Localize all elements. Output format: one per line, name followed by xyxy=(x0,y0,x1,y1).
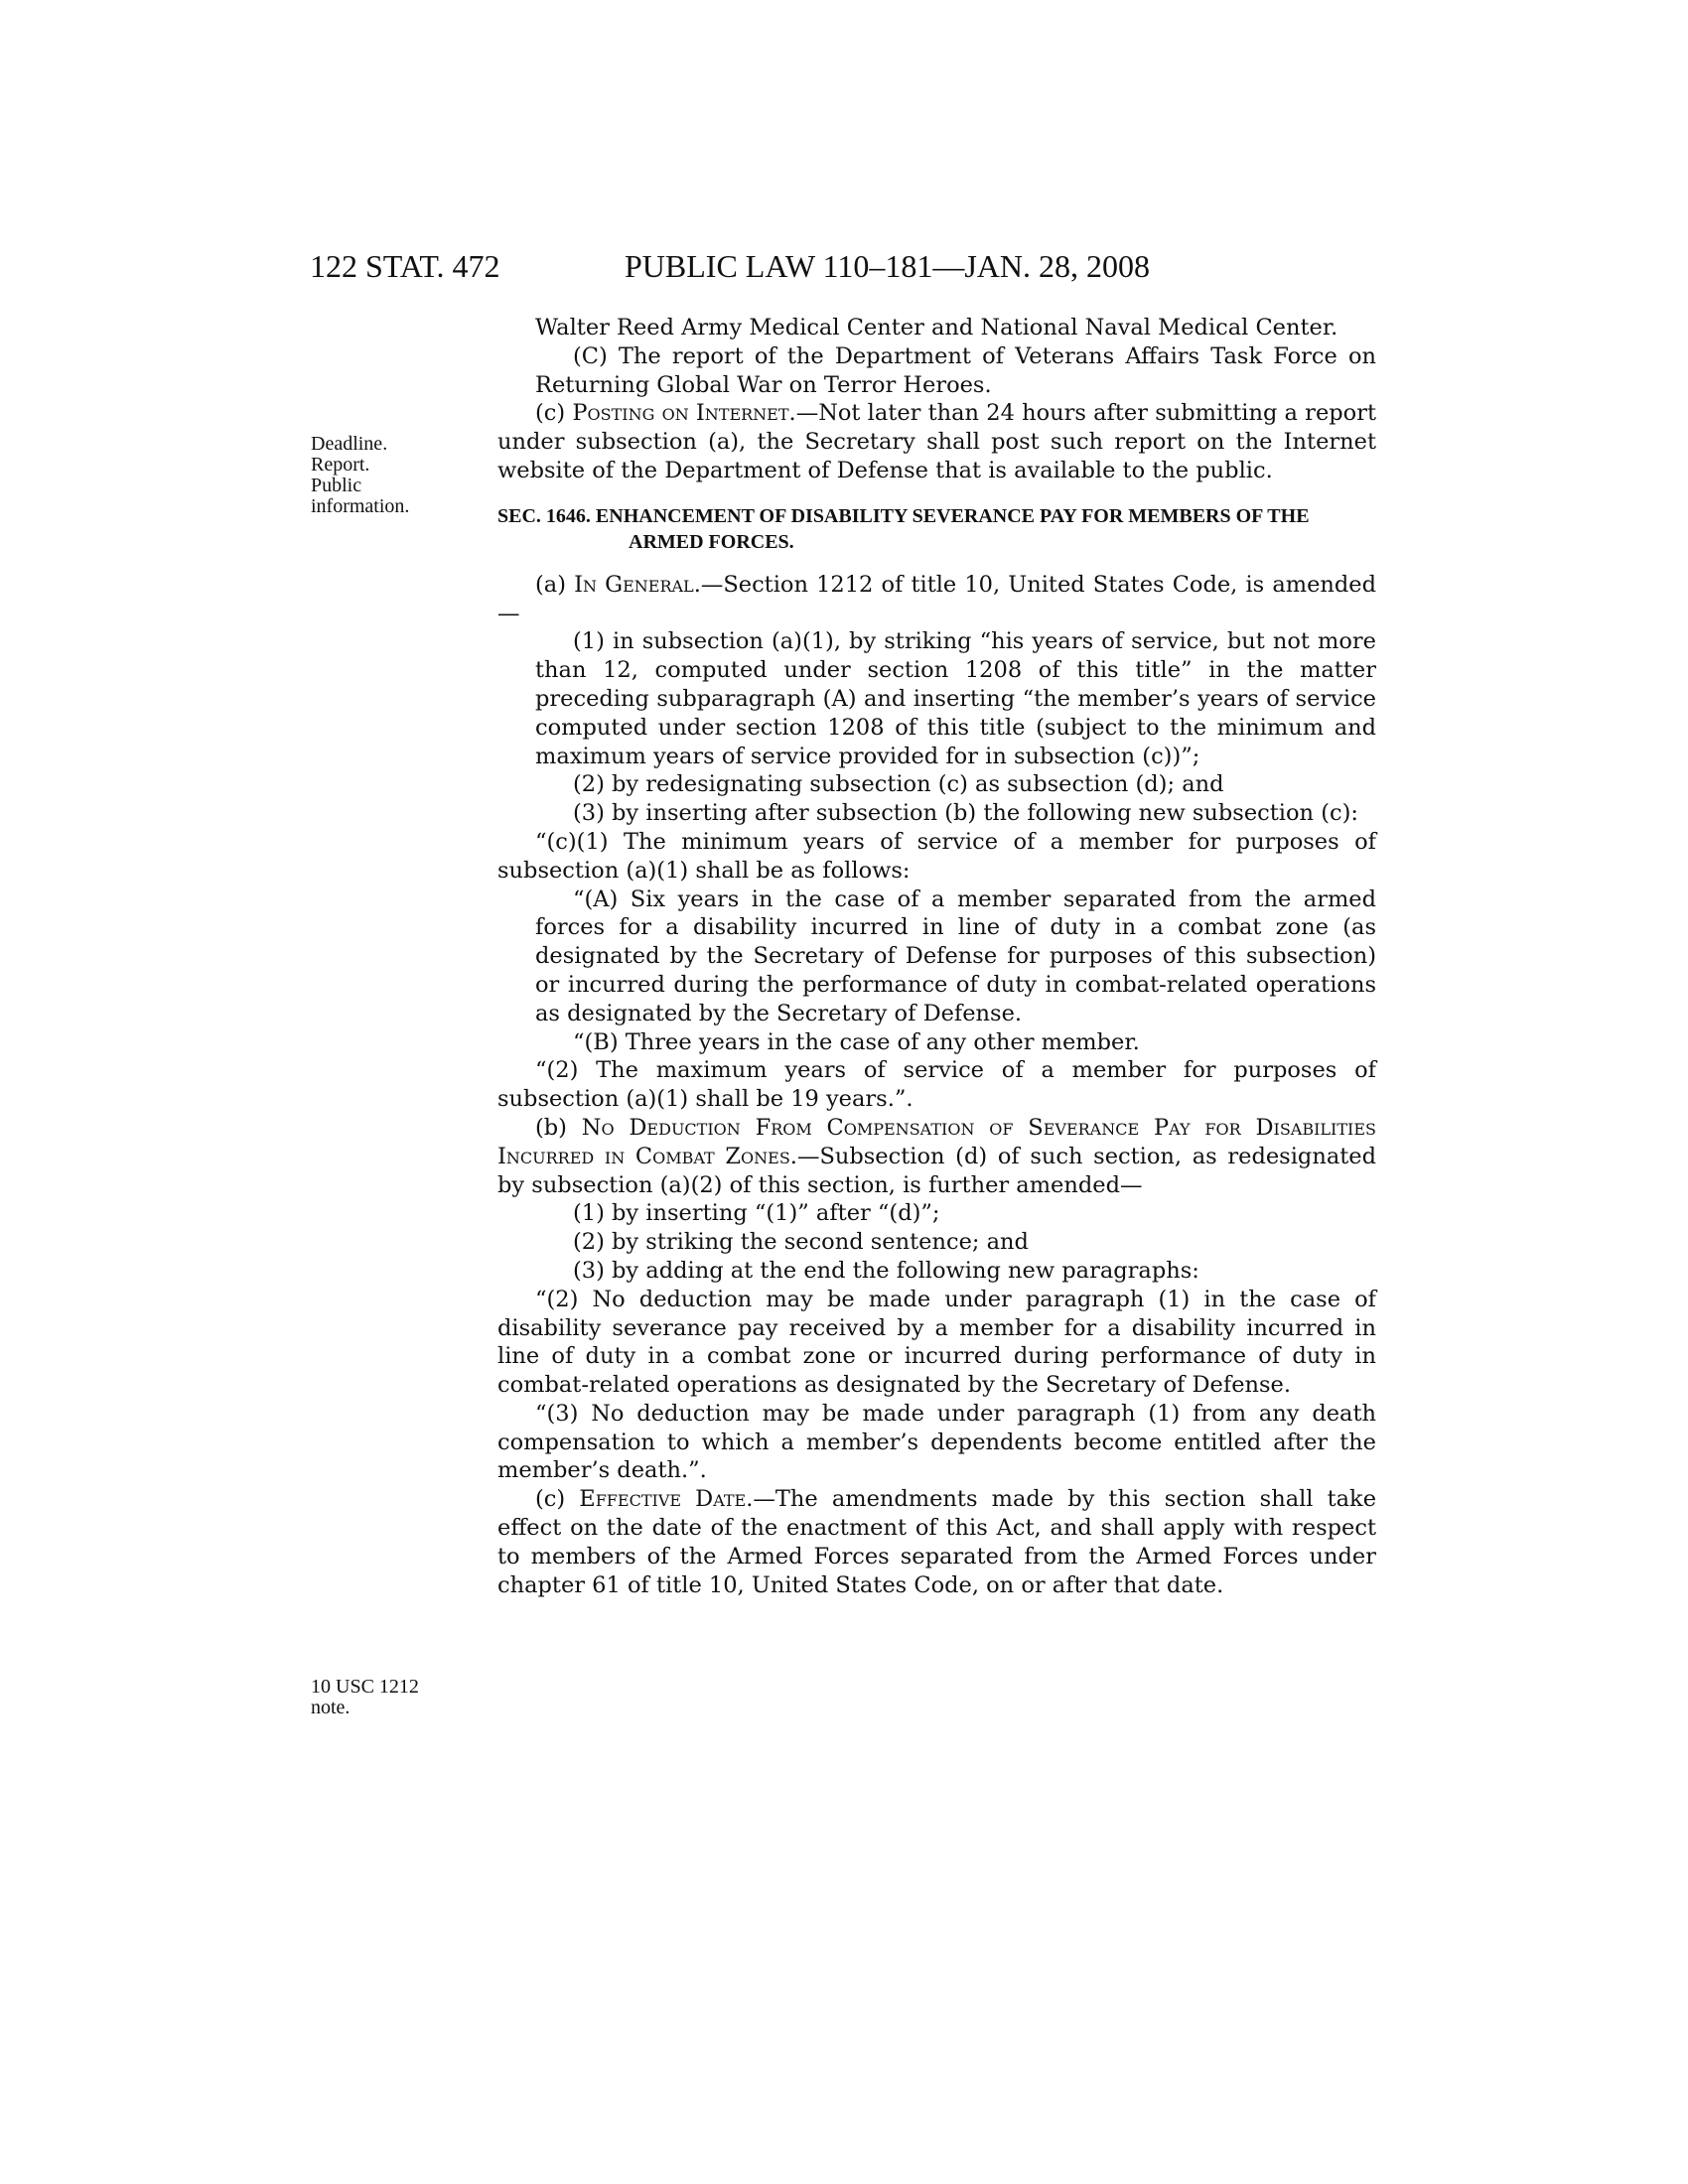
paragraph-b2: (2) by striking the second sentence; and xyxy=(573,1229,1029,1256)
paragraph-c1: “(c)(1) The minimum years of service of a member for purposes of subsection (a)(1) shall be as follows: xyxy=(497,828,1376,884)
paragraph-effective-date xyxy=(497,1485,1376,1599)
section-heading: SEC. 1646. ENHANCEMENT OF DISABILITY SEVERANCE PAY FOR MEMBERS OF THE ARMED FORCES. xyxy=(497,504,1310,553)
paragraph-c2: “(2) The maximum years of service of a member for purposes of subsection (a)(1) shall be 19 years.”. xyxy=(497,1057,1376,1113)
paragraph-a2: (2) by redesignating subsection (c) as subsection (d); and xyxy=(573,771,1224,798)
para-number: (c) xyxy=(535,400,573,427)
paragraph-b3: (3) by adding at the end the following new paragraphs: xyxy=(573,1257,1199,1284)
para-heading: In General xyxy=(574,571,694,598)
margin-note-line: 10 USC 1212 xyxy=(311,1676,419,1698)
margin-note-line: note. xyxy=(311,1697,351,1718)
paragraph-posting-on-internet xyxy=(497,399,1376,484)
para-number: (a) xyxy=(535,571,575,598)
paragraph-cB: “(B) Three years in the case of any other member. xyxy=(573,1028,1140,1055)
para-heading: Posting on Internet xyxy=(572,400,789,427)
para-heading: No Deduction From Compensation of Severance Pay for Disabilities Incurred in Combat Zones xyxy=(497,1114,1376,1169)
margin-note-line: information. xyxy=(311,495,410,517)
para-number: (c) xyxy=(535,1486,580,1513)
para-number: (b) xyxy=(535,1114,582,1141)
paragraph-d3: “(3) No deduction may be made under paragraph (1) from any death compensation to which a member’s dependents become entitled after the member’s death.”. xyxy=(497,1400,1376,1484)
paragraph-in-general xyxy=(497,571,1376,628)
para-text: .—Subsection (d) of such section, as redesignated by subsection (a)(2) of this section, is further amended— xyxy=(497,1143,1376,1198)
paragraph-subpara-c: (C) The report of the Department of Veterans Affairs Task Force on Returning Global War on Terror Heroes. xyxy=(535,342,1376,398)
para-text: .—Section 1212 of title 10, United States Code, is amended— xyxy=(497,571,1377,626)
paragraph-cA: “(A) Six years in the case of a member separated from the armed forces for a disability incurred in line of duty in a combat zone (as designated by the Secretary of Defense for purposes of this subsection) or incurred during the performance of duty in combat-related operations as designated by the Secretary of Defense. xyxy=(535,886,1376,1026)
para-heading: Effective Date xyxy=(579,1486,747,1513)
paragraph-continuation: Walter Reed Army Medical Center and National Naval Medical Center. xyxy=(535,315,1338,341)
para-text: .—The amendments made by this section shall take effect on the date of the enactment of this Act, and shall apply with respect to members of the Armed Forces separated from the Armed Forces under chapter 61 of title 10, United States Code, on or after that date. xyxy=(497,1486,1377,1598)
margin-note-usc xyxy=(311,1677,450,1718)
paragraph-no-deduction xyxy=(497,1114,1376,1199)
para-text: .—Not later than 24 hours after submitting a report under subsection (a), the Secretary shall post such report on the Internet website of the Department of Defense that is available to the public. xyxy=(497,400,1376,483)
margin-note-line: Report. xyxy=(311,454,370,476)
paragraph-d2: “(2) No deduction may be made under paragraph (1) in the case of disability severance pay received by a member for a disability incurred in line of duty in a combat zone or incurred during performance of duty in combat-related operations as designated by the Secretary of Defense. xyxy=(497,1286,1376,1399)
page-stat-number: 122 STAT. 472 xyxy=(310,248,500,284)
margin-note-deadline xyxy=(311,434,450,517)
margin-note-line: Public xyxy=(311,475,362,496)
paragraph-a3: (3) by inserting after subsection (b) the following new subsection (c): xyxy=(573,800,1358,827)
running-header: PUBLIC LAW 110–181—JAN. 28, 2008 xyxy=(625,248,1150,284)
margin-note-line: Deadline. xyxy=(311,433,388,455)
paragraph-a1: (1) in subsection (a)(1), by striking “his years of service, but not more than 12, computed under section 1208 of this title” in the matter preceding subparagraph (A) and inserting “the member’s years of service computed under section 1208 of this title (subject to the minimum and maximum years of service provided for in subsection (c))”; xyxy=(535,628,1376,769)
document-body xyxy=(497,314,1376,1599)
paragraph-b1: (1) by inserting “(1)” after “(d)”; xyxy=(573,1200,940,1227)
